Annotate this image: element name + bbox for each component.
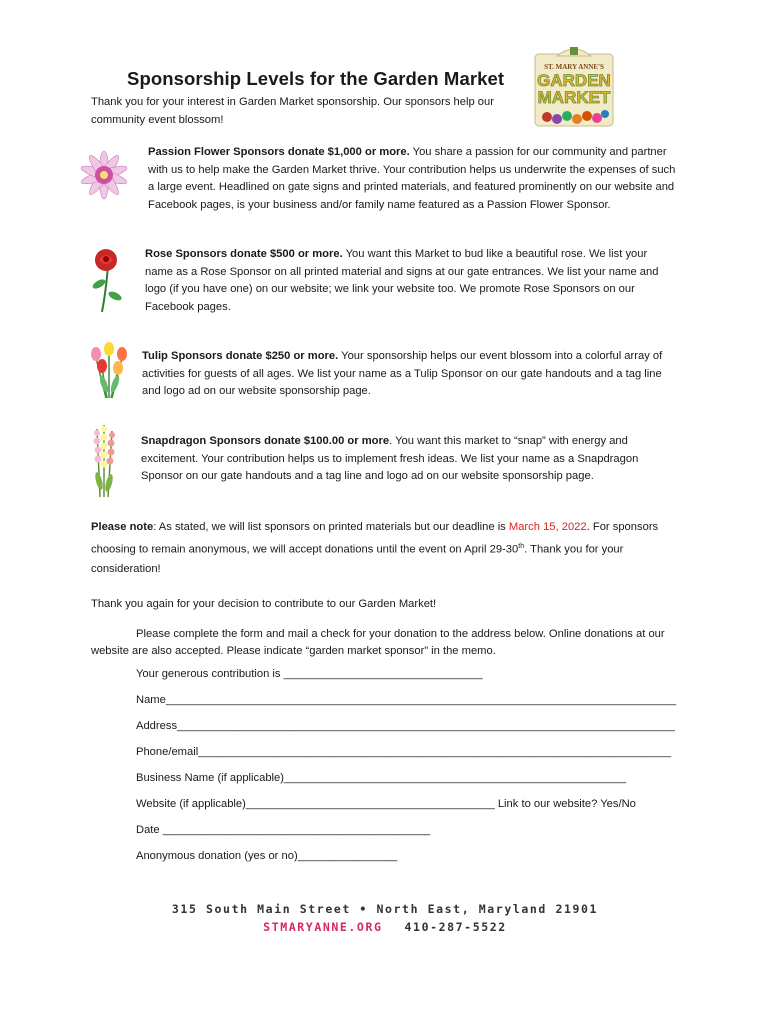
address-field[interactable]: Address________________________________________________________________________________ [136, 720, 675, 732]
note-text-3: . Thank you for your consideration! [91, 543, 624, 575]
snapdragon-icon [86, 423, 122, 498]
instructions-text [91, 626, 691, 660]
logo-market-text: MARKET [537, 88, 611, 107]
note-label: Please note [91, 521, 154, 533]
instructions-body: Please complete the form and mail a check for your donation to the address below. Online donations at our website are also accepted. Please indicate “garden market sponsor” in the memo. [91, 628, 665, 657]
date-field[interactable]: Date ___________________________________________ [136, 824, 431, 836]
note-text-1: : As stated, we will list sponsors on printed materials but our deadline is [153, 521, 509, 533]
footer-address: 315 South Main Street • North East, Maryland 21901 [171, 902, 599, 916]
deadline-date: March 15, 2022 [508, 521, 587, 533]
snapdragon-heading: Snapdragon Sponsors donate $100.00 or more [141, 435, 390, 447]
business-name-field[interactable]: Business Name (if applicable)_______________________________________________________ [136, 772, 627, 784]
passion-flower-icon [77, 143, 132, 209]
page-title: Sponsorship Levels for the Garden Market [127, 68, 505, 89]
deadline-note [91, 518, 691, 579]
footer-phone: 410-287-5522 [404, 920, 507, 934]
passion-flower-level [148, 144, 678, 214]
logo-subtitle-text: ST. MARY ANNE'S [544, 63, 604, 71]
rose-heading: Rose Sponsors donate $500 or more. [145, 248, 343, 260]
snapdragon-body: . You want this market to “snap” with energy and excitement. Your contribution helps us to implement fresh ideas. We list your name as a Snapdragon Sponsor on our gate handouts and a tag line and logo ad on our website sponsorship page. [141, 435, 639, 482]
footer-website-link[interactable]: STMARYANNE.ORG [263, 920, 383, 934]
passion-flower-heading: Passion Flower Sponsors donate $1,000 or more. [148, 146, 410, 158]
tulip-body: Your sponsorship helps our event blossom into a colorful array of activities for guests of all ages. We list your name as a Tulip Sponsor on our gate handouts and a tag line and logo ad on our website sponsorship page. [142, 350, 663, 397]
rose-icon [88, 246, 130, 314]
phone-email-field[interactable]: Phone/email____________________________________________________________________________ [136, 746, 672, 758]
tulip-level [142, 348, 677, 401]
thank-you-text: Thank you again for your decision to contribute to our Garden Market! [91, 598, 437, 610]
note-text-2: . For sponsors choosing to remain anonymous, we will accept donations until the event on April 29-30 [91, 521, 659, 556]
logo-garden-text: GARDEN [537, 71, 611, 90]
contribution-field[interactable]: Your generous contribution is ________________________________ [136, 668, 483, 680]
intro-text: Thank you for your interest in Garden Market sponsorship. Our sponsors help our community event blossom! [91, 96, 494, 126]
rose-body: You want this Market to bud like a beautiful rose. We list your name as a Rose Sponsor on all printed material and signs at our gate entrances. We list your name and logo (if you have one) on our website; we link your website too. We promote Rose Sponsors on our Facebook pages. [145, 248, 659, 313]
snapdragon-level [141, 433, 676, 486]
rose-level [145, 246, 675, 316]
name-field[interactable]: Name__________________________________________________________________________________ [136, 694, 677, 706]
anonymous-donation-field[interactable]: Anonymous donation (yes or no)________________ [136, 850, 398, 862]
website-field[interactable]: Website (if applicable)________________________________________ Link to our website? Yes/No [136, 798, 636, 810]
note-superscript: th [518, 543, 525, 550]
passion-flower-body: You share a passion for our community and partner with us to help make the Garden Market thrive. Your contribution helps us underwrite the expenses of such a large event. Headlined on gate signs and printed materials, and featured prominently on our website and Facebook pages, is your business and/or family name featured as a Passion Flower Sponsor. [148, 146, 676, 211]
footer-contact [0, 920, 770, 934]
tulip-icon [84, 340, 134, 400]
tulip-heading: Tulip Sponsors donate $250 or more. [142, 350, 339, 362]
garden-market-logo [529, 44, 619, 130]
